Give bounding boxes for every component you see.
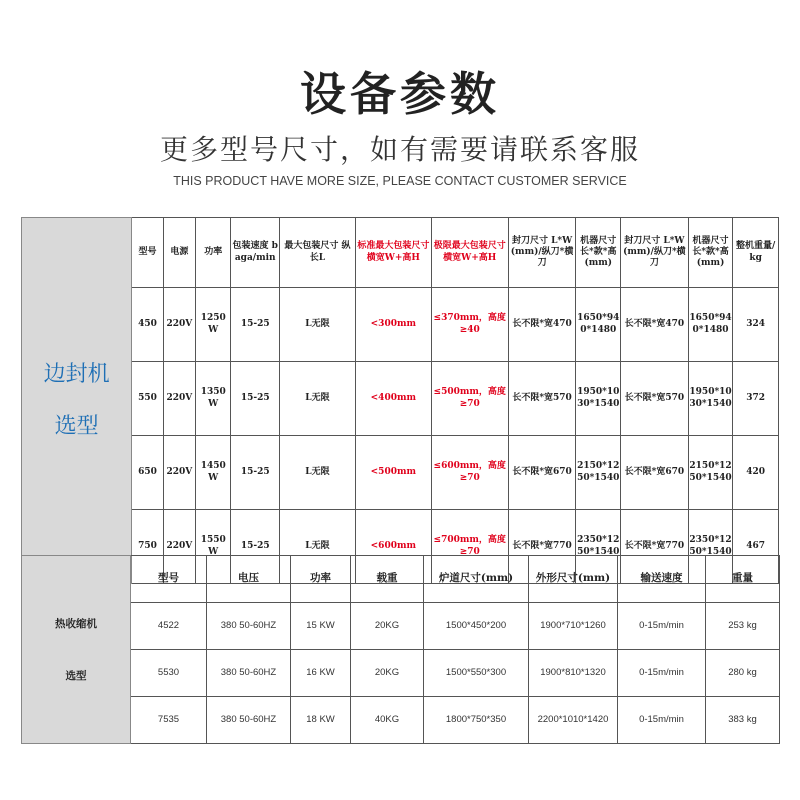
table-cell: 15-25 bbox=[231, 362, 280, 436]
table-cell: 长不限*宽470 bbox=[508, 288, 576, 362]
table-cell: 220V bbox=[163, 362, 195, 436]
table-cell: 220V bbox=[163, 436, 195, 510]
column-header: 机器尺寸 长*款*高(mm) bbox=[576, 218, 621, 288]
column-header: 封刀尺寸 L*W(mm)/纵刀*横刀 bbox=[621, 218, 689, 288]
table-cell: 1500*450*200 bbox=[424, 603, 529, 650]
table-cell: 1900*810*1320 bbox=[529, 650, 618, 697]
table-cell: 1650*940*1480 bbox=[576, 288, 621, 362]
table-row bbox=[22, 362, 779, 436]
table-cell: 1800*750*350 bbox=[424, 697, 529, 744]
side-label-line-1: 边封机 bbox=[43, 361, 110, 387]
table-cell: 380 50-60HZ bbox=[207, 697, 291, 744]
table-cell: 40KG bbox=[351, 697, 424, 744]
table-cell: 5530 bbox=[131, 650, 207, 697]
table-cell: 1550W bbox=[196, 510, 231, 584]
table-cell: 650 bbox=[132, 436, 163, 510]
table-cell: 380 50-60HZ bbox=[207, 650, 291, 697]
table-cell: L无限 bbox=[280, 436, 356, 510]
table-cell: 2350*1250*1540 bbox=[576, 510, 621, 584]
table-cell: <400mm bbox=[355, 362, 431, 436]
table-cell: 280 kg bbox=[706, 650, 780, 697]
table-cell: 750 bbox=[132, 510, 163, 584]
table-cell: 550 bbox=[132, 362, 163, 436]
table-cell: 1950*1030*1540 bbox=[576, 362, 621, 436]
table-cell: 长不限*宽570 bbox=[621, 362, 689, 436]
edge-sealer-table-body bbox=[22, 218, 779, 584]
table-cell: 467 bbox=[733, 510, 779, 584]
column-header: 标准最大包装尺寸 横宽W+高H bbox=[355, 218, 431, 288]
column-header: 封刀尺寸 L*W(mm)/纵刀*横刀 bbox=[508, 218, 576, 288]
column-header: 最大包装尺寸 纵长L bbox=[280, 218, 356, 288]
heat-shrink-table-body bbox=[22, 556, 780, 744]
table-cell: 15 KW bbox=[291, 603, 351, 650]
table-cell: L无限 bbox=[280, 510, 356, 584]
table-cell: L无限 bbox=[280, 362, 356, 436]
table-cell: 15-25 bbox=[231, 288, 280, 362]
column-header: 极限最大包装尺寸 横宽W+高H bbox=[431, 218, 508, 288]
table-cell: 0-15m/min bbox=[618, 697, 706, 744]
table-cell: 1950*1030*1540 bbox=[688, 362, 733, 436]
column-header: 型号 bbox=[132, 218, 163, 288]
column-header: 功率 bbox=[196, 218, 231, 288]
table-cell: 420 bbox=[733, 436, 779, 510]
table-cell: <300mm bbox=[355, 288, 431, 362]
table-cell: <500mm bbox=[355, 436, 431, 510]
table-cell: L无限 bbox=[280, 288, 356, 362]
table-cell: 1350W bbox=[196, 362, 231, 436]
column-header: 机器尺寸 长*款*高(mm) bbox=[688, 218, 733, 288]
page-subtitle-english: THIS PRODUCT HAVE MORE SIZE, PLEASE CONTACT CUSTOMER SERVICE bbox=[173, 174, 627, 188]
table-header-row bbox=[22, 218, 779, 288]
edge-sealer-side-label bbox=[22, 218, 132, 584]
column-header: 输送速度 bbox=[618, 556, 706, 603]
table-cell: 1450W bbox=[196, 436, 231, 510]
table-cell: 长不限*宽770 bbox=[508, 510, 576, 584]
table-cell: 2350*1250*1540 bbox=[688, 510, 733, 584]
column-header: 型号 bbox=[131, 556, 207, 603]
column-header: 整机重量/kg bbox=[733, 218, 779, 288]
table-row bbox=[22, 650, 780, 697]
table-cell: 15-25 bbox=[231, 510, 280, 584]
table-cell: 1900*710*1260 bbox=[529, 603, 618, 650]
heat-shrink-spec-table bbox=[21, 555, 780, 744]
table-row bbox=[22, 603, 780, 650]
table-cell: 383 kg bbox=[706, 697, 780, 744]
column-header: 重量 bbox=[706, 556, 780, 603]
column-header: 载重 bbox=[351, 556, 424, 603]
table-cell: 长不限*宽670 bbox=[621, 436, 689, 510]
column-header: 电源 bbox=[163, 218, 195, 288]
table-cell: 2150*1250*1540 bbox=[576, 436, 621, 510]
table-cell: 7535 bbox=[131, 697, 207, 744]
table-row bbox=[22, 436, 779, 510]
table-cell: 324 bbox=[733, 288, 779, 362]
column-header: 炉道尺寸(mm) bbox=[424, 556, 529, 603]
table-cell: 0-15m/min bbox=[618, 603, 706, 650]
table-cell: 1650*940*1480 bbox=[688, 288, 733, 362]
table-cell: 20KG bbox=[351, 603, 424, 650]
page-subtitle: 更多型号尺寸，如有需要请联系客服 bbox=[159, 133, 640, 166]
table-cell: 2150*1250*1540 bbox=[688, 436, 733, 510]
table-cell: 380 50-60HZ bbox=[207, 603, 291, 650]
table-cell: 长不限*宽570 bbox=[508, 362, 576, 436]
table-cell: 18 KW bbox=[291, 697, 351, 744]
column-header: 电压 bbox=[207, 556, 291, 603]
table-cell: ≤600mm，高度≥70 bbox=[431, 436, 508, 510]
table-cell: 2200*1010*1420 bbox=[529, 697, 618, 744]
table-cell: 220V bbox=[163, 510, 195, 584]
column-header: 功率 bbox=[291, 556, 351, 603]
table-cell: ≤370mm，高度≥40 bbox=[431, 288, 508, 362]
table-cell: 长不限*宽770 bbox=[621, 510, 689, 584]
table-cell: 0-15m/min bbox=[618, 650, 706, 697]
table-cell: 220V bbox=[163, 288, 195, 362]
edge-sealer-spec-table bbox=[21, 217, 779, 584]
table-cell: 20KG bbox=[351, 650, 424, 697]
table-cell: 1250W bbox=[196, 288, 231, 362]
table-cell: 15-25 bbox=[231, 436, 280, 510]
table-cell: 372 bbox=[733, 362, 779, 436]
side-label-line-2: 选型 bbox=[65, 669, 87, 682]
page-title: 设备参数 bbox=[300, 67, 500, 121]
table-cell: 长不限*宽470 bbox=[621, 288, 689, 362]
side-label-line-1: 热收缩机 bbox=[55, 617, 97, 630]
column-header: 包装速度 baga/min bbox=[231, 218, 280, 288]
table-header-row bbox=[22, 556, 780, 603]
table-cell: 4522 bbox=[131, 603, 207, 650]
table-row bbox=[22, 697, 780, 744]
column-header: 外形尺寸(mm) bbox=[529, 556, 618, 603]
heat-shrink-side-label bbox=[22, 556, 131, 744]
table-cell: 1500*550*300 bbox=[424, 650, 529, 697]
side-label-line-2: 选型 bbox=[54, 413, 99, 439]
table-cell: ≤500mm，高度≥70 bbox=[431, 362, 508, 436]
table-cell: 16 KW bbox=[291, 650, 351, 697]
table-cell: 长不限*宽670 bbox=[508, 436, 576, 510]
table-cell: 253 kg bbox=[706, 603, 780, 650]
table-cell: ≤700mm，高度≥70 bbox=[431, 510, 508, 584]
table-row bbox=[22, 288, 779, 362]
table-cell: <600mm bbox=[355, 510, 431, 584]
table-cell: 450 bbox=[132, 288, 163, 362]
